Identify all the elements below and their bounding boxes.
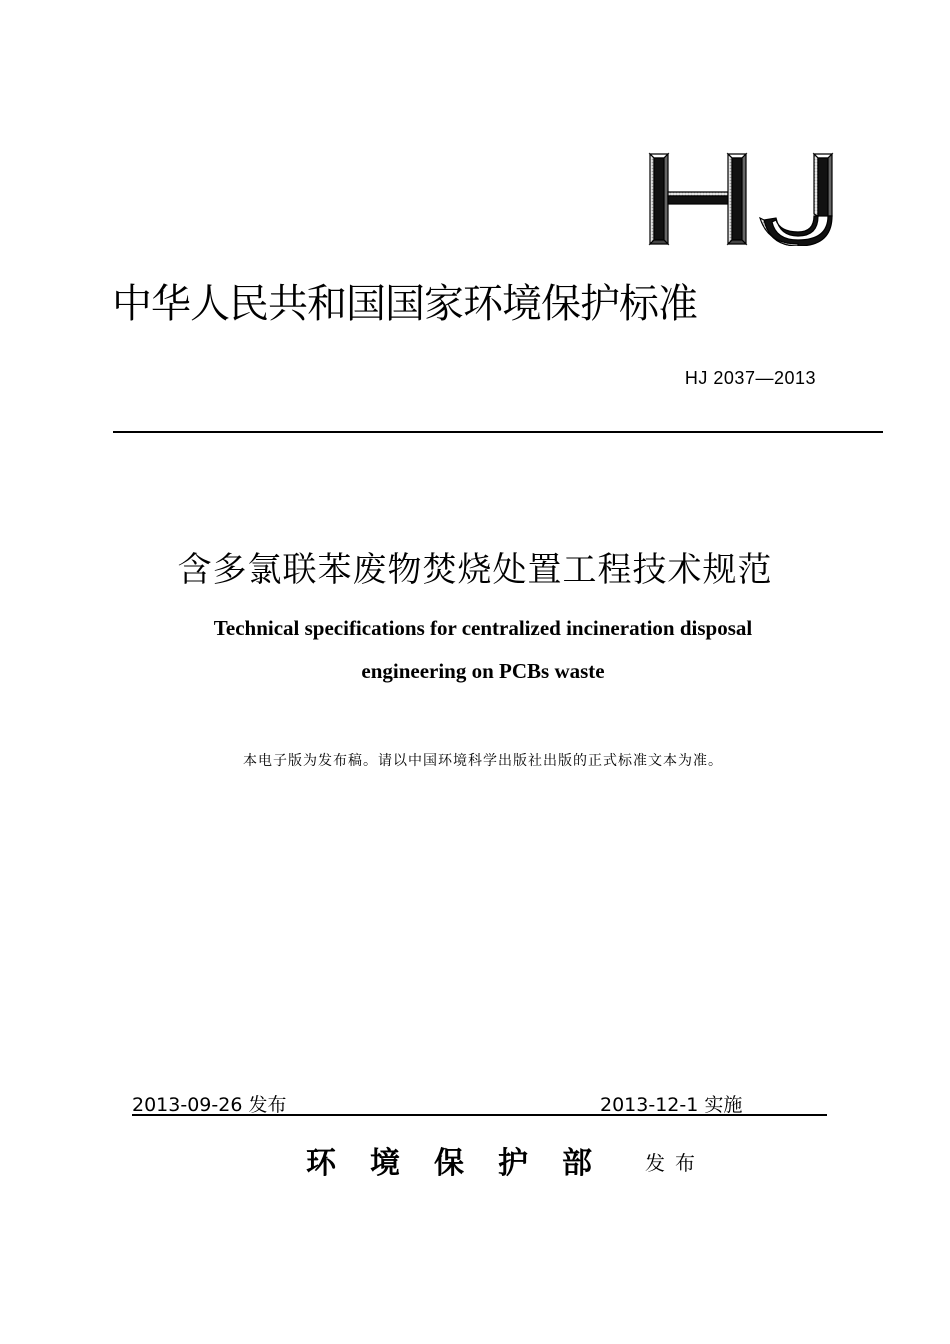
electronic-version-notice: 本电子版为发布稿。请以中国环境科学出版社出版的正式标准文本为准。 [243, 753, 723, 769]
document-title-en-line1: Technical specifications for centralized incineration disposal [213, 616, 753, 640]
document-title-en-line2: engineering on PCBs waste [361, 659, 605, 683]
divider-bottom [132, 1114, 827, 1116]
issue-date: 2013-09-26 发布 [132, 1094, 287, 1116]
implement-date: 2013-12-1 实施 [600, 1094, 743, 1116]
logo-letter-j [760, 154, 832, 246]
logo-letter-h [650, 154, 746, 244]
national-standard-title: 中华人民共和国国家环境保护标准 [112, 281, 697, 327]
issued-label: 发布 [645, 1151, 705, 1175]
document-title-cn: 含多氯联苯废物焚烧处置工程技术规范 [177, 550, 773, 590]
standard-number: HJ 2037—2013 [684, 368, 816, 388]
divider-top [113, 431, 883, 433]
issuing-authority: 环境保护部 [306, 1146, 626, 1181]
hj-logo [648, 152, 834, 246]
